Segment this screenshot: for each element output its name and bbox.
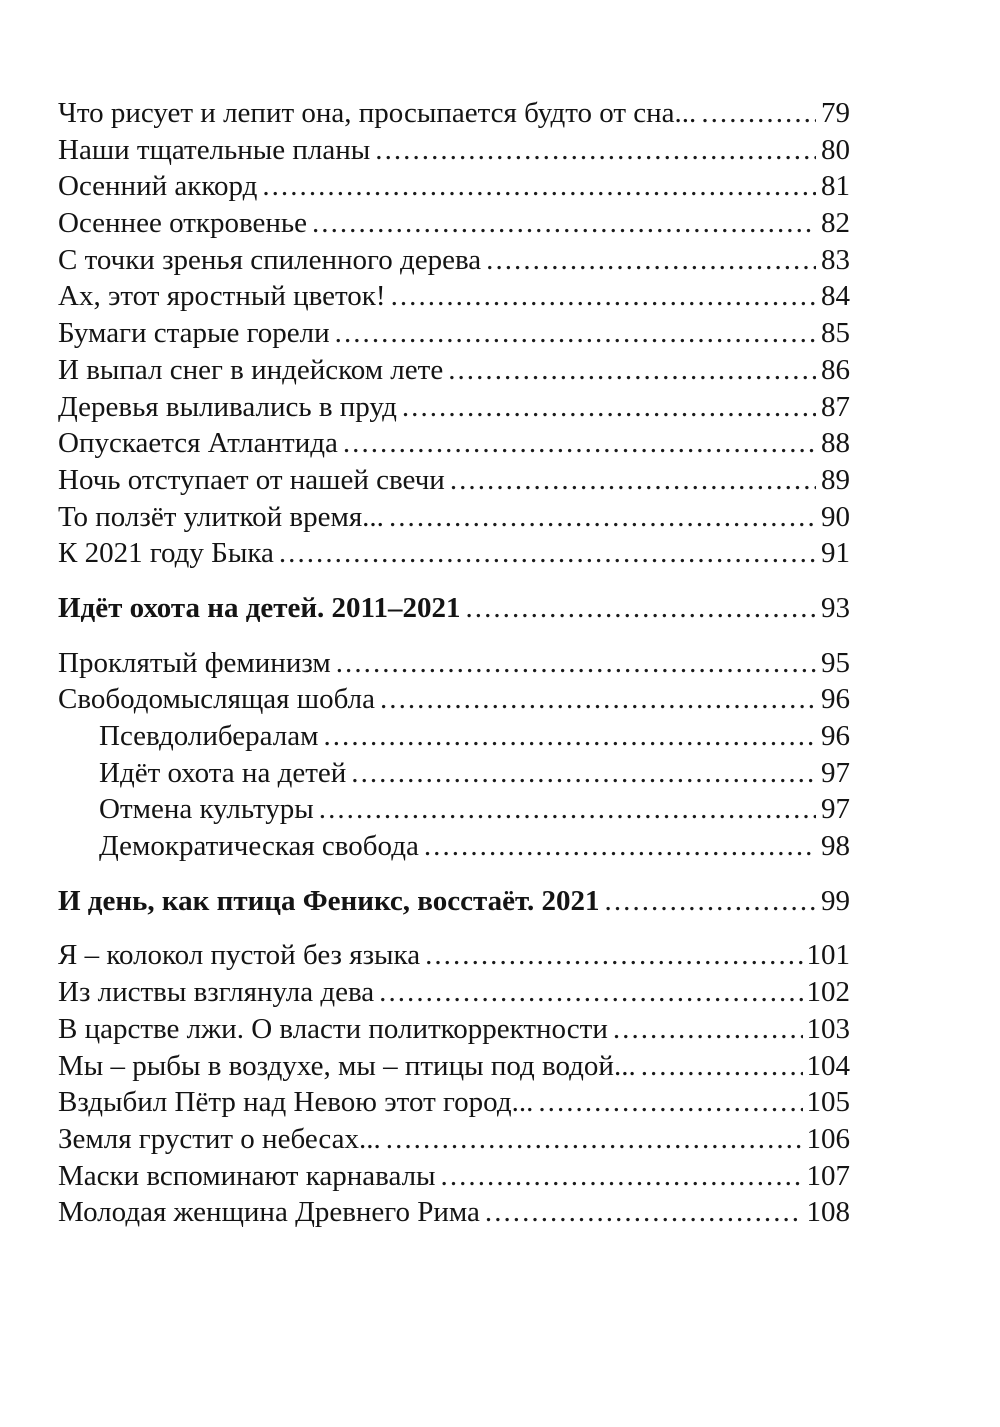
dot-leader bbox=[391, 278, 816, 315]
toc-entry bbox=[58, 205, 850, 242]
toc-entry-title: Мы – рыбы в воздухе, мы – птицы под водой... bbox=[58, 1049, 636, 1082]
toc-entry bbox=[58, 499, 850, 536]
dot-leader bbox=[538, 1084, 802, 1121]
toc-entry-page: 88 bbox=[821, 427, 850, 460]
toc-entry-page: 102 bbox=[806, 976, 850, 1009]
dot-leader bbox=[441, 1158, 803, 1195]
toc-entry-page: 108 bbox=[806, 1196, 850, 1229]
dot-leader bbox=[262, 168, 816, 205]
toc-entry bbox=[58, 1048, 850, 1085]
dot-leader bbox=[613, 1011, 803, 1048]
section-heading-page: 93 bbox=[821, 591, 850, 624]
toc-entry bbox=[58, 315, 850, 352]
dot-leader bbox=[701, 95, 816, 132]
toc-entry-page: 84 bbox=[821, 280, 850, 313]
toc-entry-page: 105 bbox=[806, 1086, 850, 1119]
toc-entry bbox=[58, 1011, 850, 1048]
toc-subentry bbox=[58, 791, 850, 828]
toc-entry bbox=[58, 425, 850, 462]
dot-leader bbox=[425, 937, 802, 974]
toc-entry-page: 86 bbox=[821, 353, 850, 386]
section-heading-page: 99 bbox=[821, 884, 850, 917]
toc-subentry-title: Псевдолибералам bbox=[99, 720, 319, 752]
dot-leader bbox=[486, 242, 816, 279]
toc-section-heading bbox=[58, 590, 850, 627]
toc-entry bbox=[58, 974, 850, 1011]
table-of-contents bbox=[58, 95, 850, 1231]
toc-entry-title: То ползёт улиткой время... bbox=[58, 500, 384, 533]
dot-leader bbox=[319, 791, 816, 828]
dot-leader bbox=[379, 974, 802, 1011]
toc-entry-title: Земля грустит о небесах... bbox=[58, 1122, 381, 1155]
toc-entry-page: 85 bbox=[821, 317, 850, 350]
toc-entry bbox=[58, 168, 850, 205]
toc-entry-title: Проклятый феминизм bbox=[58, 646, 331, 679]
toc-entry bbox=[58, 1158, 850, 1195]
toc-entry-title: К 2021 году Быка bbox=[58, 537, 274, 570]
toc-entry-title: Бумаги старые горели bbox=[58, 317, 330, 350]
toc-entry-title: Наши тщательные планы bbox=[58, 133, 371, 166]
toc-entry-page: 95 bbox=[821, 646, 850, 679]
toc-entry bbox=[58, 132, 850, 169]
dot-leader bbox=[386, 1121, 803, 1158]
toc-entry bbox=[58, 462, 850, 499]
toc-section-heading bbox=[58, 883, 850, 920]
dot-leader bbox=[424, 828, 816, 865]
dot-leader bbox=[343, 425, 816, 462]
toc-entry bbox=[58, 1121, 850, 1158]
dot-leader bbox=[351, 755, 816, 792]
toc-subentry-title: Демократическая свобода bbox=[99, 830, 419, 863]
toc-entry-title: Осеннее откровенье bbox=[58, 207, 307, 240]
toc-entry bbox=[58, 389, 850, 426]
toc-entry-page: 87 bbox=[821, 390, 850, 423]
toc-entry-page: 107 bbox=[806, 1159, 850, 1192]
toc-entry-page: 81 bbox=[821, 170, 850, 203]
toc-entry bbox=[58, 1194, 850, 1231]
toc-entry bbox=[58, 535, 850, 572]
toc-entry-title: Что рисует и лепит она, просыпается будто от сна... bbox=[58, 97, 697, 129]
toc-entry-title: В царстве лжи. О власти политкорректности bbox=[58, 1012, 608, 1045]
toc-entry-page: 96 bbox=[821, 683, 850, 716]
dot-leader bbox=[448, 352, 816, 389]
toc-entry-title: Ах, этот яростный цветок! bbox=[58, 280, 386, 313]
dot-leader bbox=[485, 1194, 803, 1231]
toc-entry-page: 103 bbox=[806, 1012, 850, 1045]
dot-leader bbox=[380, 681, 816, 718]
toc-entry-page: 101 bbox=[806, 939, 850, 972]
dot-leader bbox=[465, 590, 816, 627]
dot-leader bbox=[389, 499, 816, 536]
dot-leader bbox=[450, 462, 816, 499]
toc-entry bbox=[58, 937, 850, 974]
toc-entry-title: Свободомыслящая шобла bbox=[58, 683, 375, 716]
toc-subentry bbox=[58, 718, 850, 755]
toc-entry-page: 91 bbox=[821, 537, 850, 570]
toc-entry-page: 83 bbox=[821, 243, 850, 276]
toc-entry bbox=[58, 681, 850, 718]
toc-entry bbox=[58, 645, 850, 682]
dot-leader bbox=[323, 718, 816, 755]
toc-subentry-page: 96 bbox=[821, 720, 850, 752]
toc-entry bbox=[58, 242, 850, 279]
toc-subentry bbox=[58, 828, 850, 865]
toc-entry-title: Вздыбил Пётр над Невою этот город... bbox=[58, 1086, 534, 1119]
toc-entry-title: Осенний аккорд bbox=[58, 170, 258, 203]
toc-entry bbox=[58, 278, 850, 315]
toc-entry-page: 80 bbox=[821, 133, 850, 166]
dot-leader bbox=[641, 1048, 803, 1085]
toc-entry bbox=[58, 352, 850, 389]
toc-entry-title: Я – колокол пустой без языка bbox=[58, 939, 421, 972]
section-heading-title: И день, как птица Феникс, восстаёт. 2021 bbox=[58, 884, 600, 917]
section-heading-title: Идёт охота на детей. 2011–2021 bbox=[58, 591, 461, 624]
toc-entry-title: И выпал снег в индейском лете bbox=[58, 353, 444, 386]
toc-entry-page: 90 bbox=[821, 500, 850, 533]
dot-leader bbox=[312, 205, 816, 242]
dot-leader bbox=[335, 315, 816, 352]
toc-subentry-page: 97 bbox=[821, 793, 850, 826]
toc-entry-page: 89 bbox=[821, 463, 850, 496]
toc-subentry-page: 97 bbox=[821, 756, 850, 789]
toc-entry-title: Деревья выливались в пруд bbox=[58, 390, 397, 423]
toc-entry-page: 79 bbox=[821, 97, 850, 129]
toc-entry-title: Ночь отступает от нашей свечи bbox=[58, 463, 445, 496]
dot-leader bbox=[336, 645, 816, 682]
toc-entry bbox=[58, 1084, 850, 1121]
toc-entry-title: С точки зренья спиленного дерева bbox=[58, 243, 482, 276]
toc-subentry-page: 98 bbox=[821, 830, 850, 863]
toc-subentry bbox=[58, 755, 850, 792]
toc-entry-page: 82 bbox=[821, 207, 850, 240]
toc-subentry-title: Отмена культуры bbox=[99, 793, 314, 826]
dot-leader bbox=[279, 535, 816, 572]
toc-entry bbox=[58, 95, 850, 132]
dot-leader bbox=[402, 389, 816, 426]
toc-entry-title: Из листвы взглянула дева bbox=[58, 976, 375, 1009]
toc-entry-page: 104 bbox=[806, 1049, 850, 1082]
dot-leader bbox=[375, 132, 816, 169]
dot-leader bbox=[605, 883, 816, 920]
toc-entry-title: Маски вспоминают карнавалы bbox=[58, 1159, 436, 1192]
toc-subentry-title: Идёт охота на детей bbox=[99, 756, 347, 789]
toc-entry-page: 106 bbox=[806, 1122, 850, 1155]
toc-entry-title: Опускается Атлантида bbox=[58, 427, 338, 460]
toc-entry-title: Молодая женщина Древнего Рима bbox=[58, 1196, 480, 1229]
